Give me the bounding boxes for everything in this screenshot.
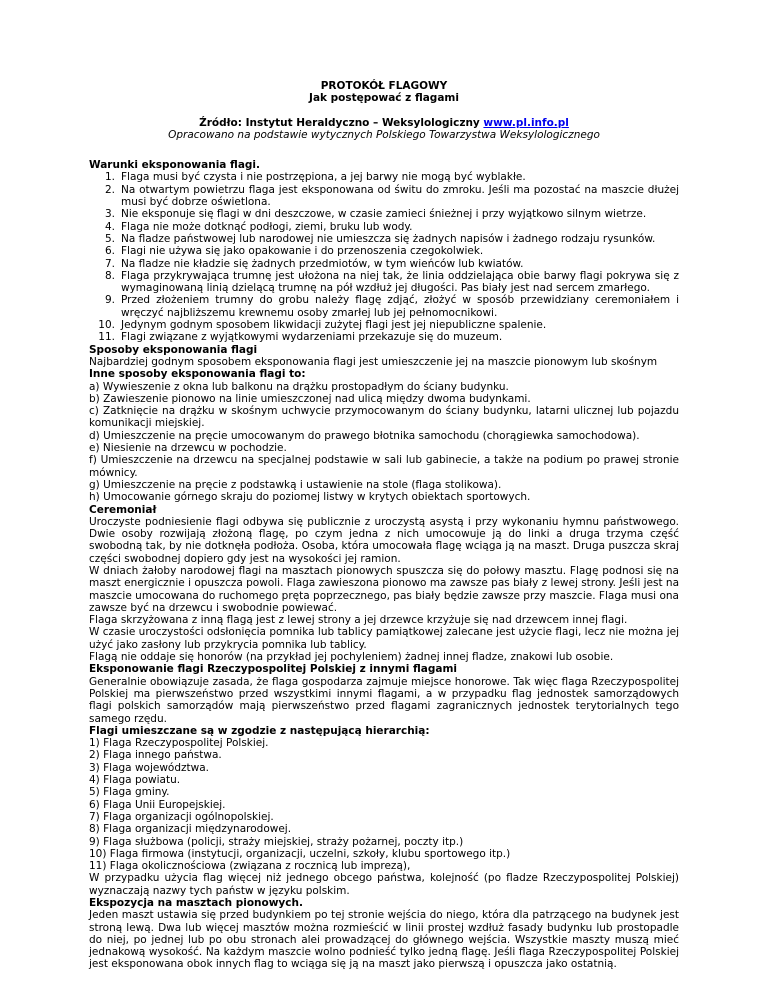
list-item: c) Zatknięcie na drążku w skośnym uchwycie przymocowanym do ściany budynku, latarni ulicznej lub pojazdu komunikacji miejskiej. (89, 405, 679, 430)
paragraph: Flagą nie oddaje się honorów (na przykład jej pochyleniem) żadnej innej fladze, znakowi lub osobie. (89, 651, 614, 664)
paragraph: Flaga skrzyżowana z inną flagą jest z lewej strony a jej drzewce krzyżuje się nad drzewcem innej flagi. (89, 614, 628, 627)
list-item: 10) Flaga firmowa (instytucji, organizacji, uczelni, szkoły, klubu sportowego itp.) (89, 847, 511, 860)
document-note: Opracowano na podstawie wytycznych Polskiego Towarzystwa Weksylologicznego (168, 128, 600, 141)
paragraph: Najbardziej godnym sposobem eksponowania flagi jest umieszczenie jej na maszcie pionowym lub skośnym (89, 355, 658, 368)
paragraph: Jeden maszt ustawia się przed budynkiem po tej stronie wejścia do niego, która dla patrzącego na budynek jest stroną lewą. Dwa lub więcej masztów można rozmieścić w linii prostej wzdłuż fasady budynku lub prostopadle do niej, po jednej lub po obu stronach alei prowadzącej do głównego wejścia. Wszystkie maszty muszą mieć jednakową wysokość. Na każdym maszcie wolno podnieść tylko jedną flagę. Jeśli flaga Rzeczypospolitej Polskiej jest eksponowana obok innych flag to wciąga się ją na maszt jako pierwszą i opuszcza jako ostatnią. (89, 909, 679, 971)
list-item (89, 184, 679, 209)
list-item (89, 233, 679, 245)
paragraph: Uroczyste podniesienie flagi odbywa się publicznie z uroczystą asystą i przy wykonaniu hymnu państwowego. Dwie osoby rozwijają złożoną flagę, po czym jedna z nich umocowuje ją do linki a druga trzyma część swobodną tak, by nie dotknęła podłoża. Osoba, która umocowała flagę wciąga ją na maszt. Druga puszcza skraj części swobodnej dopiero gdy jest na wysokości jej ramion. (89, 515, 679, 565)
list-item-text: Flaga nie może dotknąć podłogi, ziemi, bruku lub wody. (121, 220, 413, 233)
list-item: b) Zawieszenie pionowo na linie umieszczonej nad ulicą między dwoma budynkami. (89, 392, 531, 405)
list-item-number: 2. (104, 183, 115, 196)
list-item-number: 7. (104, 257, 115, 270)
source-line (89, 117, 679, 129)
list-item: d) Umieszczenie na pręcie umocowanym do prawego błotnika samochodu (chorągiewka samochodowa). (89, 429, 640, 442)
list-item-text: Flaga przykrywająca trumnę jest ułożona na niej tak, że linia oddzielająca obie barwy flagi pokrywa się z wymaginowaną linią dzielącą trumnę na pół wzdłuż jej długości. Pas biały jest nad sercem zmarłego. (121, 269, 679, 295)
list-item: a) Wywieszenie z okna lub balkonu na drążku prostopadłym do ściany budynku. (89, 380, 509, 393)
list-item-text: Przed złożeniem trumny do grobu należy flagę zdjąć, złożyć w sposób przewidziany ceremoniałem i wręczyć najbliższemu krewnemu osoby zmarłej lub jej pełnomocnikowi. (121, 294, 679, 319)
list-item-number: 9. (104, 294, 115, 307)
list-item (89, 171, 679, 183)
list-item-number: 6. (104, 245, 115, 258)
section-title-hierarchia: Flagi umieszczane są w zgodzie z następującą hierarchią: (89, 724, 430, 737)
list-item: 6) Flaga Unii Europejskiej. (89, 798, 226, 811)
list-item (89, 258, 679, 270)
list-item: 4) Flaga powiatu. (89, 774, 181, 787)
list-item: 7) Flaga organizacji ogólnopolskiej. (89, 810, 274, 823)
list-item-text: Na fladze nie kładzie się żadnych przedmiotów, w tym wieńców lub kwiatów. (121, 257, 524, 270)
document-page (89, 80, 679, 971)
section-title-sposoby: Sposoby eksponowania flagi (89, 343, 258, 356)
list-item-number: 11. (98, 331, 115, 344)
paragraph: W dniach żałoby narodowej flagi na masztach pionowych spuszcza się do połowy masztu. Flagę podnosi się na maszt energicznie i opuszcza powoli. Flaga zawieszona pionowo ma zawsze pas biały z lewej strony. Jeśli jest na maszcie umocowana do ruchomego pręta poprzecznego, pas biały będzie zawsze przy maszcie. Flaga musi ona zawsze być na drzewcu i swobodnie powiewać. (89, 564, 679, 614)
list-item: f) Umieszczenie na drzewcu na specjalnej podstawie w sali lub gabinecie, a także na podium po prawej stronie mównicy. (89, 454, 679, 479)
list-item-number: 10. (98, 319, 115, 332)
list-item-text: Flagi związane z wyjątkowymi wydarzeniami przekazuje się do muzeum. (121, 331, 503, 344)
list-item-text: Jedynym godnym sposobem likwidacji zużytej flagi jest jej niepubliczne spalenie. (121, 319, 547, 332)
document-subtitle: Jak postępować z flagami (309, 92, 459, 105)
list-item: e) Niesienie na drzewcu w pochodzie. (89, 442, 287, 455)
source-link[interactable]: www.pl.info.pl (483, 116, 569, 129)
list-warunki (89, 171, 679, 343)
list-item: 9) Flaga służbowa (policji, straży miejskiej, straży pożarnej, poczty itp.) (89, 835, 464, 848)
list-item: 5) Flaga gminy. (89, 786, 170, 799)
list-item: 11) Flaga okolicznościowa (związana z rocznicą lub imprezą), (89, 860, 411, 873)
list-item (89, 319, 679, 331)
list-item (89, 245, 679, 257)
list-item: 3) Flaga województwa. (89, 761, 209, 774)
list-item-number: 4. (104, 220, 115, 233)
list-item-text: Na fladze państwowej lub narodowej nie umieszcza się żadnych napisów i żadnego rodzaju rysunków. (121, 232, 656, 245)
document-title: PROTOKÓŁ FLAGOWY (320, 80, 448, 92)
source-prefix: Źródło: Instytut Heraldyczno – Weksylologiczny (199, 116, 484, 129)
section-title-ceremonial: Ceremoniał (89, 503, 157, 516)
list-item-text: Na otwartym powietrzu flaga jest eksponowana od świtu do zmroku. Jeśli ma pozostać na maszcie dłużej musi być dobrze oświetlona. (121, 183, 679, 209)
list-item (89, 221, 679, 233)
list-item: h) Umocowanie górnego skraju do poziomej listwy w krytych obiektach sportowych. (89, 491, 531, 504)
paragraph: W czasie uroczystości odsłonięcia pomnika lub tablicy pamiątkowej zalecane jest użycie flagi, lecz nie można jej użyć jako zasłony lub przykrycia pomnika lub tablicy. (89, 626, 679, 651)
paragraph: W przypadku użycia flag więcej niż jednego obcego państwa, kolejność (po fladze Rzeczypospolitej Polskiej) wyznaczają nazwy tych państw w języku polskim. (89, 872, 679, 897)
list-item (89, 331, 679, 343)
list-item-number: 5. (104, 232, 115, 245)
list-item-text: Flaga musi być czysta i nie postrzępiona, a jej barwy nie mogą być wyblakłe. (121, 171, 526, 184)
paragraph: Generalnie obowiązuje zasada, że flaga gospodarza zajmuje miejsce honorowe. Tak więc flaga Rzeczypospolitej Polskiej ma pierwszeństwo przed wszystkimi innymi flagami, a w przypadku flag jednostek samorządowych flagi polskich samorządów mają pierwszeństwo przed flagami zagranicznych jednostek terytorialnych tego samego rzędu. (89, 675, 679, 725)
list-item: g) Umieszczenie na pręcie z podstawką i ustawienie na stole (flaga stolikowa). (89, 478, 502, 491)
list-item: 1) Flaga Rzeczypospolitej Polskiej. (89, 737, 269, 750)
list-item-number: 3. (104, 208, 115, 221)
list-item (89, 208, 679, 220)
section-title-ekspozycja: Ekspozycja na masztach pionowych. (89, 897, 303, 909)
list-item (89, 294, 679, 319)
list-item-text: Nie eksponuje się flagi w dni deszczowe, w czasie zamieci śnieżnej i przy wyjątkowo silnym wietrze. (121, 208, 647, 221)
list-item-text: Flagi nie używa się jako opakowanie i do przenoszenia czegokolwiek. (121, 245, 484, 258)
list-item-number: 8. (104, 269, 115, 282)
list-item: 8) Flaga organizacji międzynarodowej. (89, 823, 292, 836)
section-title-inne-sposoby: Inne sposoby eksponowania flagi to: (89, 368, 306, 381)
section-title-eksponowanie-rp: Eksponowanie flagi Rzeczypospolitej Polskiej z innymi flagami (89, 663, 457, 676)
list-item-number: 1. (104, 171, 115, 184)
list-item: 2) Flaga innego państwa. (89, 749, 222, 762)
section-title-warunki: Warunki eksponowania flagi. (89, 159, 261, 172)
list-item (89, 270, 679, 295)
